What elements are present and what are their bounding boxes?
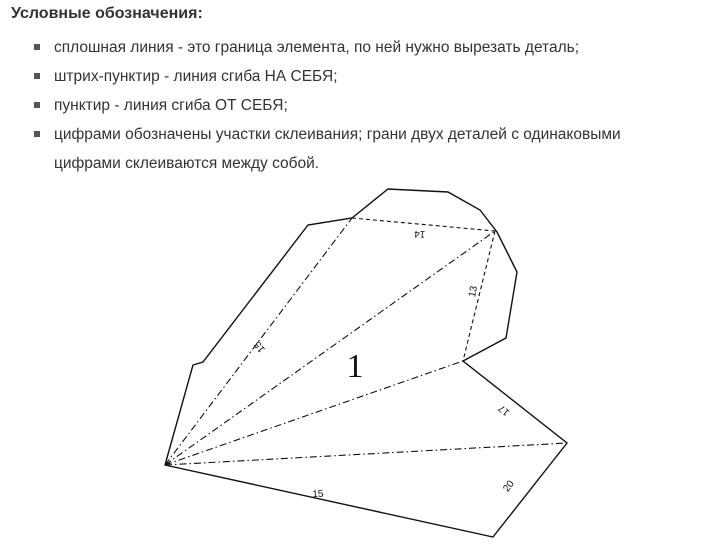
fold-line-to-self: [165, 361, 463, 465]
legend-item-text: штрих-пунктир - линия сгиба НА СЕБЯ;: [54, 68, 338, 85]
legend-title: Условные обозначения:: [11, 5, 203, 22]
legend-item-text: пунктир - линия сгиба ОТ СЕБЯ;: [54, 97, 288, 114]
part-number: 1: [346, 348, 364, 385]
glue-label-top: 14: [413, 227, 426, 240]
legend-item-text: цифрами обозначены участки склеивания; грани двух деталей с одинаковыми цифрами склеиваются между собой.: [54, 126, 621, 172]
glue-label-upper-right: 13: [467, 285, 480, 298]
glue-label-right: 17: [496, 402, 513, 418]
glue-label-bottom-right: 20: [501, 478, 517, 495]
glue-label-left: 15: [252, 338, 268, 355]
legend-item-text: сплошная линия - это граница элемента, по ней нужно вырезать деталь;: [54, 39, 580, 56]
glue-label-bottom: 15: [312, 488, 324, 501]
fold-line-to-self: [165, 443, 567, 465]
